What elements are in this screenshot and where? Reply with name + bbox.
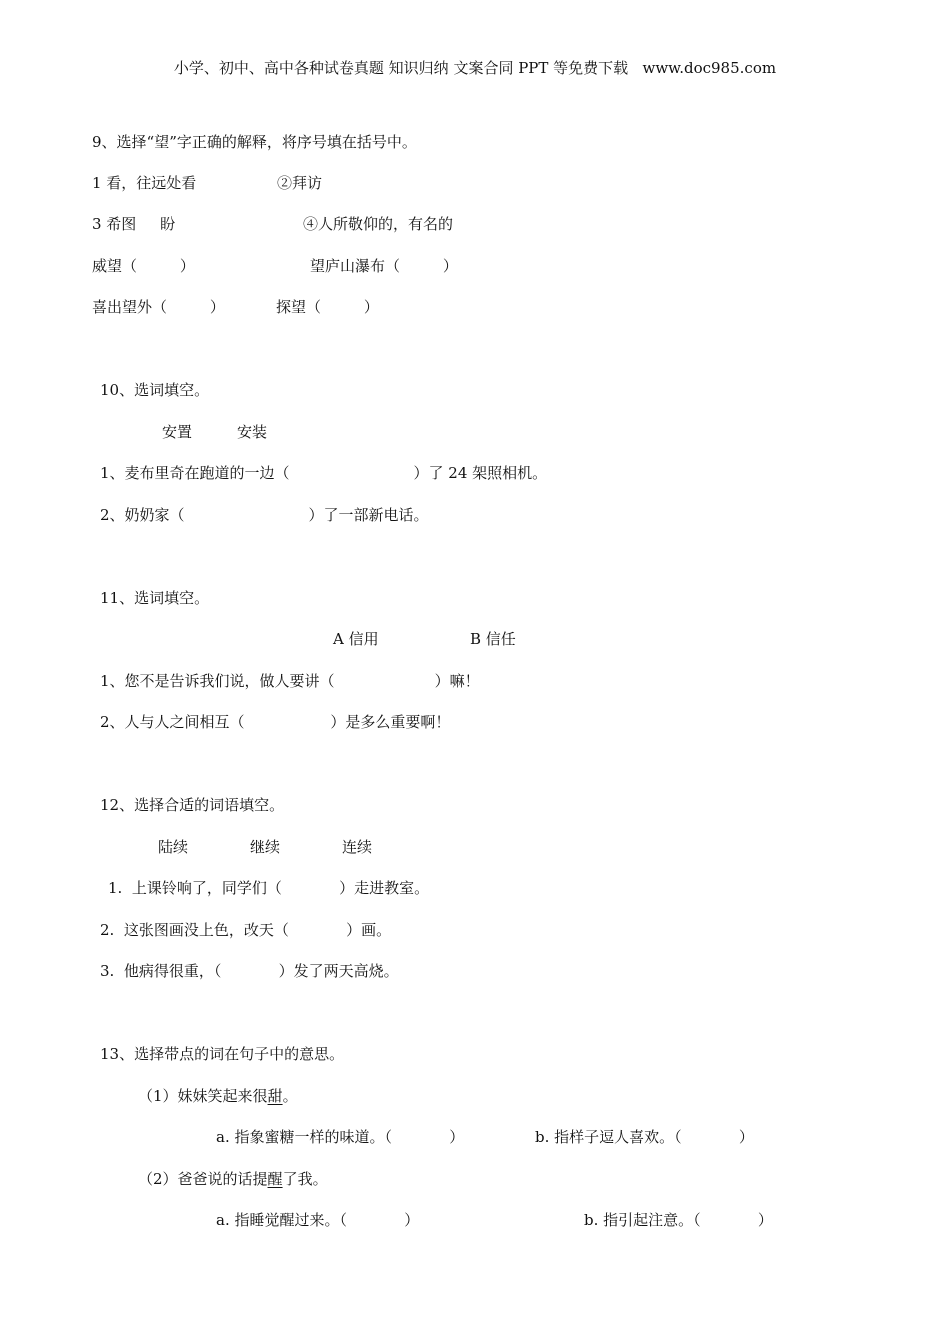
q9-option-3: 3 希图 盼 [92,215,176,233]
q10-sentence-1: 1、麦布里奇在跑道的一边（ ）了 24 架照相机。 [100,464,548,482]
q12-sentence-2: 2. 这张图画没上色，改天（ ）画。 [100,921,392,939]
q10-word-1: 安置 [162,423,193,441]
q13-part-2-option-b: b. 指引起注意。（ ） [584,1211,773,1229]
q9-item-2: 望庐山瀑布（ ） [310,257,458,275]
q12-word-1: 陆续 [158,838,189,856]
q9-item-3: 喜出望外（ ） [92,298,225,316]
q12-sentence-1: 1. 上课铃响了，同学们（ ）走进教室。 [108,879,430,897]
q12-word-3: 连续 [342,838,373,856]
q13-part-1-option-a: a. 指象蜜糖一样的味道。（ ） [216,1128,465,1146]
q9-title: 9、选择“望”字正确的解释，将序号填在括号中。 [92,133,417,151]
q13-part-1-pre: （1）妹妹笑起来很 [138,1087,268,1105]
q9-item-1: 威望（ ） [92,257,195,275]
q13-part-1-post: 。 [282,1087,298,1105]
q11-word-1: A 信用 [333,630,379,648]
q13-title: 13、选择带点的词在句子中的意思。 [100,1045,345,1063]
q9-option-2: ②拜访 [277,174,323,192]
q13-part-1-dotted-word: 甜 [267,1087,283,1105]
q11-word-2: B 信任 [470,630,516,648]
q10-title: 10、选词填空。 [100,381,210,399]
q9-item-4: 探望（ ） [276,298,379,316]
q13-part-2-dotted-word: 醒 [267,1170,283,1188]
q12-word-2: 继续 [250,838,281,856]
q13-part-1 [138,1086,298,1106]
q10-sentence-2: 2、奶奶家（ ）了一部新电话。 [100,506,429,524]
q13-part-2-pre: （2）爸爸说的话提 [138,1170,268,1188]
q9-option-4: ④人所敬仰的，有名的 [303,215,454,233]
page-header: 小学、初中、高中各种试卷真题 知识归纳 文案合同 PPT 等免费下载 www.doc985.com [173,59,777,77]
q13-part-2 [138,1169,328,1189]
q11-title: 11、选词填空。 [100,589,210,607]
q13-part-1-option-b: b. 指样子逗人喜欢。（ ） [535,1128,754,1146]
q12-title: 12、选择合适的词语填空。 [100,796,285,814]
q13-part-2-post: 了我。 [282,1170,328,1188]
q11-sentence-1: 1、您不是告诉我们说，做人要讲（ ）嘛！ [100,672,480,690]
q10-word-2: 安装 [237,423,268,441]
q13-part-2-option-a: a. 指睡觉醒过来。（ ） [216,1211,420,1229]
q11-sentence-2: 2、人与人之间相互（ ）是多么重要啊！ [100,713,451,731]
q12-sentence-3: 3. 他病得很重，（ ）发了两天高烧。 [100,962,399,980]
q9-option-1: 1 看，往远处看 [92,174,197,192]
